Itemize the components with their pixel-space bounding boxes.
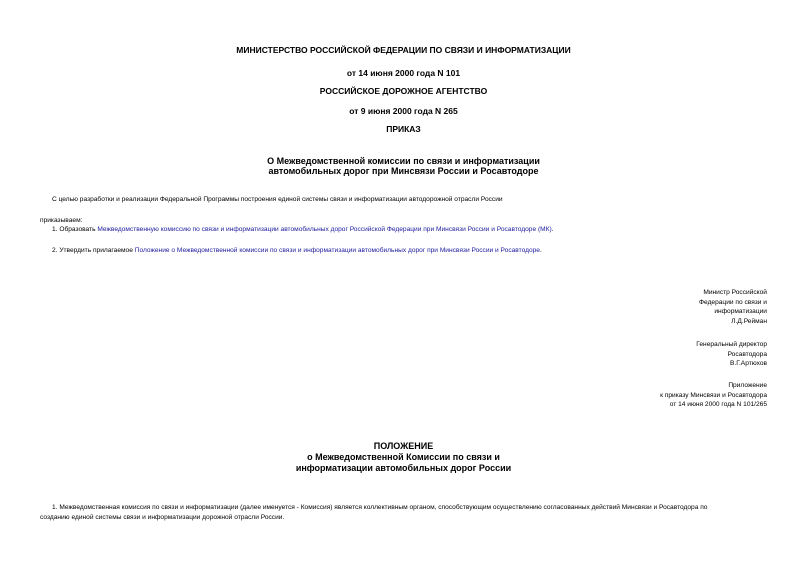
subject-line-1: О Межведомственной комиссии по связи и информатизации (267, 156, 540, 166)
document-type: ПРИКАЗ (386, 124, 421, 134)
director-title-line-2: Росавтодора (727, 350, 767, 358)
order-item-1 (52, 225, 554, 234)
minister-title-line-1: Министр Российской (703, 289, 767, 296)
minister-name: Л.Д.Рейман (731, 317, 767, 325)
regulation-link[interactable]: Положение о Межведомственной комиссии по связи и информатизации автомобильных дорог при Минсвязи России и Росавтодоре (134, 247, 540, 254)
subject-line-2: автомобильных дорог при Минсвязи России и Росавтодоре (268, 166, 539, 176)
agency-name: РОССИЙСКОЕ ДОРОЖНОЕ АГЕНТСТВО (319, 86, 488, 96)
regulation-subtitle-1: о Межведомственной Комиссии по связи и (307, 452, 500, 462)
appendix-line-2: к приказу Минсвязи и Росавтодора (660, 391, 767, 399)
order-item-2-prefix: 2. Утвердить прилагаемое (52, 247, 135, 254)
ministry-name: МИНИСТЕРСТВО РОССИЙСКОЙ ФЕДЕРАЦИИ ПО СВЯЗИ И ИНФОРМАТИЗАЦИИ (236, 45, 571, 55)
order-item-2 (52, 246, 542, 255)
director-title-line-1: Генеральный директор (696, 341, 767, 348)
minister-title-line-3: информатизации (714, 308, 767, 315)
appendix-line-1: Приложение (728, 382, 767, 389)
order-item-1-suffix: . (551, 226, 554, 233)
order-item-2-suffix: . (539, 247, 542, 254)
regulation-paragraph-1-continued: созданию единой системы связи и информатизации дорожной отрасли России. (40, 514, 285, 521)
minister-title-line-2: Федерации по связи и (699, 298, 767, 306)
commission-link[interactable]: Межведомственную комиссию по связи и информатизации автомобильных дорог Российской Федерации при Минсвязи России и Росавтодоре (МК) (97, 226, 552, 233)
regulation-title: ПОЛОЖЕНИЕ (373, 441, 434, 451)
appendix-reference (660, 381, 767, 410)
order-word: приказываем: (40, 217, 83, 224)
regulation-subtitle-2: информатизации автомобильных дорог России (295, 463, 512, 473)
director-signature (696, 340, 767, 369)
regulation-paragraph-1: 1. Межведомственная комиссия по связи и информатизации (далее именуется - Комиссия) является коллективным органом, способствующим осуществлению согласованных действий Минсвязи и Росавтодора по (52, 504, 708, 511)
appendix-line-3: от 14 июня 2000 года N 101/265 (669, 401, 767, 408)
minister-signature (699, 288, 767, 326)
director-name: В.Г.Артюхов (729, 360, 767, 367)
preamble: С целью разработки и реализации Федеральной Программы построения единой системы связи и информатизации автодорожной отрасли России (52, 196, 503, 203)
order-item-1-prefix: 1. Образовать (52, 226, 98, 233)
agency-order-date: от 9 июня 2000 года N 265 (349, 106, 458, 116)
ministry-order-date: от 14 июня 2000 года N 101 (346, 68, 461, 78)
